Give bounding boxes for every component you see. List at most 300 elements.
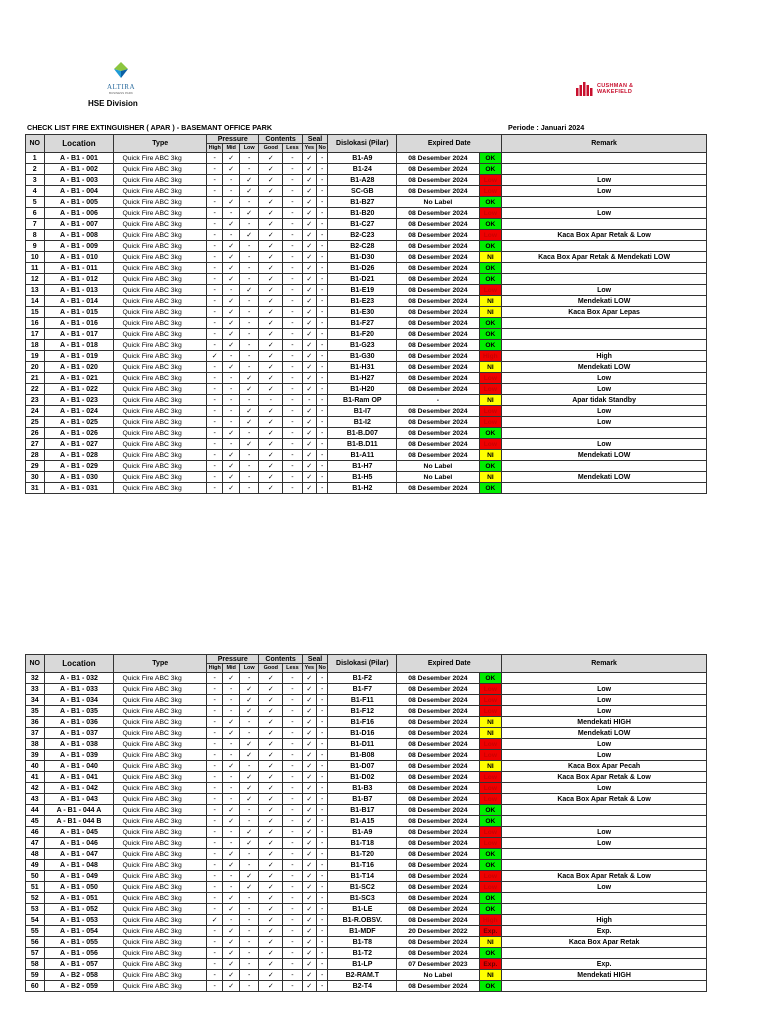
row-no: 22 bbox=[26, 384, 45, 395]
row-remark bbox=[502, 329, 707, 340]
col-pressure-high: High bbox=[207, 664, 223, 673]
contents-good: ✓ bbox=[259, 241, 283, 252]
seal-yes: ✓ bbox=[302, 849, 316, 860]
contents-less: - bbox=[283, 263, 303, 274]
seal-yes: ✓ bbox=[302, 915, 316, 926]
table-body bbox=[26, 153, 707, 494]
row-no: 15 bbox=[26, 307, 45, 318]
row-location: A - B1 - 020 bbox=[44, 362, 114, 373]
contents-less: - bbox=[283, 406, 303, 417]
pressure-low: - bbox=[239, 915, 259, 926]
row-no: 34 bbox=[26, 695, 45, 706]
table-row bbox=[26, 882, 707, 893]
seal-no: - bbox=[317, 285, 328, 296]
row-location: A - B1 - 031 bbox=[44, 483, 114, 494]
table-row bbox=[26, 483, 707, 494]
row-remark bbox=[502, 981, 707, 992]
row-remark: Kaca Box Apar Retak bbox=[502, 937, 707, 948]
row-expired-date: 08 Desember 2024 bbox=[397, 296, 479, 307]
row-remark: Low bbox=[502, 384, 707, 395]
contents-less: - bbox=[283, 772, 303, 783]
seal-no: - bbox=[317, 750, 328, 761]
pressure-low: - bbox=[239, 472, 259, 483]
table-row bbox=[26, 230, 707, 241]
table-row bbox=[26, 472, 707, 483]
row-type: Quick Fire ABC 3kg bbox=[114, 981, 207, 992]
pressure-mid: - bbox=[223, 750, 239, 761]
pressure-high: - bbox=[207, 981, 223, 992]
col-pressure: Pressure bbox=[207, 135, 259, 144]
contents-less: - bbox=[283, 384, 303, 395]
seal-no: - bbox=[317, 164, 328, 175]
pressure-low: ✓ bbox=[239, 230, 259, 241]
row-dislokasi: B1-F12 bbox=[328, 706, 397, 717]
pressure-high: - bbox=[207, 904, 223, 915]
pressure-high: - bbox=[207, 274, 223, 285]
pressure-high: - bbox=[207, 838, 223, 849]
seal-yes: ✓ bbox=[302, 329, 316, 340]
row-type: Quick Fire ABC 3kg bbox=[114, 827, 207, 838]
pressure-mid: ✓ bbox=[223, 450, 239, 461]
col-location: Location bbox=[44, 135, 114, 153]
pressure-high: - bbox=[207, 395, 223, 406]
col-contents: Contents bbox=[259, 655, 302, 664]
seal-yes: ✓ bbox=[302, 673, 316, 684]
pressure-low: - bbox=[239, 461, 259, 472]
row-expired-date: 08 Desember 2024 bbox=[397, 285, 479, 296]
seal-yes: ✓ bbox=[302, 384, 316, 395]
contents-less: - bbox=[283, 860, 303, 871]
contents-less: - bbox=[283, 827, 303, 838]
table-row bbox=[26, 417, 707, 428]
row-no: 11 bbox=[26, 263, 45, 274]
contents-less: - bbox=[283, 959, 303, 970]
seal-yes: ✓ bbox=[302, 871, 316, 882]
seal-yes: ✓ bbox=[302, 926, 316, 937]
row-location: A - B1 - 022 bbox=[44, 384, 114, 395]
pressure-low: ✓ bbox=[239, 871, 259, 882]
row-dislokasi: B1-A9 bbox=[328, 827, 397, 838]
seal-yes: ✓ bbox=[302, 981, 316, 992]
table-row bbox=[26, 772, 707, 783]
pressure-low: - bbox=[239, 395, 259, 406]
row-type: Quick Fire ABC 3kg bbox=[114, 849, 207, 860]
seal-yes: ✓ bbox=[302, 175, 316, 186]
row-type: Quick Fire ABC 3kg bbox=[114, 684, 207, 695]
row-no: 24 bbox=[26, 406, 45, 417]
partner-name-line2: WAKEFIELD bbox=[597, 89, 633, 95]
row-expired-date: 08 Desember 2024 bbox=[397, 406, 479, 417]
contents-less: - bbox=[283, 296, 303, 307]
pressure-high: ✓ bbox=[207, 351, 223, 362]
row-remark: Low bbox=[502, 739, 707, 750]
row-remark: Exp. bbox=[502, 959, 707, 970]
seal-yes: ✓ bbox=[302, 263, 316, 274]
row-remark bbox=[502, 904, 707, 915]
contents-less: - bbox=[283, 695, 303, 706]
row-no: 54 bbox=[26, 915, 45, 926]
row-expired-date: 08 Desember 2024 bbox=[397, 893, 479, 904]
row-no: 46 bbox=[26, 827, 45, 838]
contents-good: ✓ bbox=[259, 274, 283, 285]
contents-less: - bbox=[283, 307, 303, 318]
contents-good: ✓ bbox=[259, 417, 283, 428]
row-no: 27 bbox=[26, 439, 45, 450]
contents-less: - bbox=[283, 208, 303, 219]
seal-no: - bbox=[317, 728, 328, 739]
page-title: CHECK LIST FIRE EXTINGUISHER ( APAR ) - BASEMANT OFFICE PARK bbox=[27, 123, 273, 132]
row-type: Quick Fire ABC 3kg bbox=[114, 739, 207, 750]
row-location: A - B1 - 017 bbox=[44, 329, 114, 340]
row-expired-date: 08 Desember 2024 bbox=[397, 153, 479, 164]
row-type: Quick Fire ABC 3kg bbox=[114, 673, 207, 684]
row-no: 1 bbox=[26, 153, 45, 164]
contents-less: - bbox=[283, 871, 303, 882]
row-no: 31 bbox=[26, 483, 45, 494]
table-row bbox=[26, 274, 707, 285]
row-expired-date: 08 Desember 2024 bbox=[397, 805, 479, 816]
contents-good: ✓ bbox=[259, 406, 283, 417]
seal-yes: ✓ bbox=[302, 970, 316, 981]
table-row bbox=[26, 937, 707, 948]
pressure-mid: - bbox=[223, 838, 239, 849]
pressure-mid: - bbox=[223, 772, 239, 783]
pressure-low: - bbox=[239, 483, 259, 494]
row-expired-date: 08 Desember 2024 bbox=[397, 384, 479, 395]
row-location: A - B1 - 025 bbox=[44, 417, 114, 428]
row-dislokasi: B1-T18 bbox=[328, 838, 397, 849]
pressure-high: - bbox=[207, 816, 223, 827]
building-bars-icon bbox=[576, 82, 594, 96]
row-expired-date: 08 Desember 2024 bbox=[397, 860, 479, 871]
contents-good: ✓ bbox=[259, 439, 283, 450]
seal-no: - bbox=[317, 904, 328, 915]
contents-less: - bbox=[283, 274, 303, 285]
row-type: Quick Fire ABC 3kg bbox=[114, 948, 207, 959]
row-dislokasi: B1-T20 bbox=[328, 849, 397, 860]
pressure-mid: - bbox=[223, 186, 239, 197]
seal-yes: ✓ bbox=[302, 948, 316, 959]
row-dislokasi: B1-H20 bbox=[328, 384, 397, 395]
col-contents: Contents bbox=[259, 135, 302, 144]
row-remark: Low bbox=[502, 783, 707, 794]
seal-yes: ✓ bbox=[302, 428, 316, 439]
row-type: Quick Fire ABC 3kg bbox=[114, 893, 207, 904]
pressure-mid: - bbox=[223, 373, 239, 384]
seal-no: - bbox=[317, 439, 328, 450]
row-no: 6 bbox=[26, 208, 45, 219]
pressure-low: ✓ bbox=[239, 838, 259, 849]
row-remark: High bbox=[502, 351, 707, 362]
pressure-low: ✓ bbox=[239, 882, 259, 893]
row-status: OK bbox=[479, 904, 502, 915]
pressure-mid: ✓ bbox=[223, 893, 239, 904]
table-row bbox=[26, 186, 707, 197]
contents-good: ✓ bbox=[259, 230, 283, 241]
seal-no: - bbox=[317, 871, 328, 882]
row-location: A - B1 - 010 bbox=[44, 252, 114, 263]
pressure-high: - bbox=[207, 926, 223, 937]
contents-good: ✓ bbox=[259, 871, 283, 882]
row-remark: Low bbox=[502, 684, 707, 695]
contents-good: ✓ bbox=[259, 717, 283, 728]
row-expired-date: 08 Desember 2024 bbox=[397, 241, 479, 252]
logo-brand: ALTIRA bbox=[106, 83, 136, 91]
contents-good: ✓ bbox=[259, 948, 283, 959]
contents-good: ✓ bbox=[259, 373, 283, 384]
row-expired-date: 08 Desember 2024 bbox=[397, 948, 479, 959]
seal-yes: ✓ bbox=[302, 373, 316, 384]
contents-less: - bbox=[283, 175, 303, 186]
seal-yes: ✓ bbox=[302, 739, 316, 750]
row-expired-date: 08 Desember 2024 bbox=[397, 695, 479, 706]
seal-no: - bbox=[317, 483, 328, 494]
row-expired-date: 08 Desember 2024 bbox=[397, 849, 479, 860]
row-remark: Kaca Box Apar Retak & Low bbox=[502, 871, 707, 882]
seal-yes: ✓ bbox=[302, 750, 316, 761]
row-status: OK bbox=[479, 274, 502, 285]
row-remark: Low bbox=[502, 406, 707, 417]
row-type: Quick Fire ABC 3kg bbox=[114, 417, 207, 428]
row-status: NI bbox=[479, 970, 502, 981]
pressure-high: - bbox=[207, 483, 223, 494]
pressure-mid: - bbox=[223, 739, 239, 750]
row-dislokasi: B1-B20 bbox=[328, 208, 397, 219]
contents-less: - bbox=[283, 252, 303, 263]
contents-good: ✓ bbox=[259, 673, 283, 684]
pressure-low: - bbox=[239, 948, 259, 959]
row-expired-date: 08 Desember 2024 bbox=[397, 362, 479, 373]
pressure-low: ✓ bbox=[239, 772, 259, 783]
pressure-low: ✓ bbox=[239, 695, 259, 706]
table-row bbox=[26, 739, 707, 750]
table-row bbox=[26, 318, 707, 329]
table-row bbox=[26, 761, 707, 772]
row-status: High bbox=[479, 915, 502, 926]
row-type: Quick Fire ABC 3kg bbox=[114, 186, 207, 197]
pressure-low: - bbox=[239, 761, 259, 772]
contents-less: - bbox=[283, 340, 303, 351]
seal-no: - bbox=[317, 794, 328, 805]
row-expired-date: 08 Desember 2024 bbox=[397, 827, 479, 838]
row-no: 13 bbox=[26, 285, 45, 296]
contents-less: - bbox=[283, 186, 303, 197]
pressure-low: - bbox=[239, 673, 259, 684]
pressure-high: - bbox=[207, 450, 223, 461]
contents-less: - bbox=[283, 794, 303, 805]
seal-yes: ✓ bbox=[302, 717, 316, 728]
pressure-high: - bbox=[207, 849, 223, 860]
contents-good: ✓ bbox=[259, 937, 283, 948]
pressure-high: - bbox=[207, 208, 223, 219]
pressure-mid: ✓ bbox=[223, 673, 239, 684]
seal-no: - bbox=[317, 959, 328, 970]
row-location: A - B1 - 002 bbox=[44, 164, 114, 175]
pressure-mid: ✓ bbox=[223, 329, 239, 340]
row-dislokasi: B1-A11 bbox=[328, 450, 397, 461]
pressure-mid: - bbox=[223, 285, 239, 296]
table-row bbox=[26, 673, 707, 684]
row-type: Quick Fire ABC 3kg bbox=[114, 860, 207, 871]
row-expired-date: No Label bbox=[397, 472, 479, 483]
table-row bbox=[26, 915, 707, 926]
row-dislokasi: B1-T14 bbox=[328, 871, 397, 882]
pressure-low: - bbox=[239, 959, 259, 970]
pressure-high: - bbox=[207, 285, 223, 296]
pressure-low: - bbox=[239, 450, 259, 461]
row-remark: Low bbox=[502, 695, 707, 706]
col-type: Type bbox=[114, 655, 207, 673]
contents-less: - bbox=[283, 395, 303, 406]
row-no: 51 bbox=[26, 882, 45, 893]
seal-yes: ✓ bbox=[302, 296, 316, 307]
contents-good: ✓ bbox=[259, 805, 283, 816]
row-location: A - B1 - 055 bbox=[44, 937, 114, 948]
contents-less: - bbox=[283, 981, 303, 992]
seal-yes: ✓ bbox=[302, 252, 316, 263]
seal-yes: ✓ bbox=[302, 483, 316, 494]
row-expired-date: 08 Desember 2024 bbox=[397, 750, 479, 761]
row-location: A - B1 - 006 bbox=[44, 208, 114, 219]
row-type: Quick Fire ABC 3kg bbox=[114, 373, 207, 384]
seal-no: - bbox=[317, 197, 328, 208]
row-location: A - B1 - 048 bbox=[44, 860, 114, 871]
row-location: A - B1 - 052 bbox=[44, 904, 114, 915]
row-status: OK bbox=[479, 981, 502, 992]
contents-less: - bbox=[283, 728, 303, 739]
row-dislokasi: B1-A15 bbox=[328, 816, 397, 827]
row-no: 29 bbox=[26, 461, 45, 472]
pressure-low: - bbox=[239, 197, 259, 208]
row-expired-date: 08 Desember 2024 bbox=[397, 450, 479, 461]
seal-yes: ✓ bbox=[302, 153, 316, 164]
row-status: Low bbox=[479, 373, 502, 384]
pressure-low: - bbox=[239, 428, 259, 439]
col-contents-good: Good bbox=[259, 144, 283, 153]
row-location: A - B1 - 011 bbox=[44, 263, 114, 274]
row-dislokasi: B2-RAM.T bbox=[328, 970, 397, 981]
pressure-high: - bbox=[207, 959, 223, 970]
seal-yes: ✓ bbox=[302, 186, 316, 197]
row-dislokasi: B1-I2 bbox=[328, 417, 397, 428]
col-remark: Remark bbox=[502, 655, 707, 673]
row-type: Quick Fire ABC 3kg bbox=[114, 252, 207, 263]
pressure-high: - bbox=[207, 761, 223, 772]
row-dislokasi: B1-F11 bbox=[328, 695, 397, 706]
row-type: Quick Fire ABC 3kg bbox=[114, 717, 207, 728]
col-pressure: Pressure bbox=[207, 655, 259, 664]
contents-good: ✓ bbox=[259, 208, 283, 219]
pressure-mid: ✓ bbox=[223, 926, 239, 937]
row-location: A - B1 - 051 bbox=[44, 893, 114, 904]
seal-no: - bbox=[317, 948, 328, 959]
pressure-mid: - bbox=[223, 882, 239, 893]
col-dislokasi: Dislokasi (Pilar) bbox=[328, 135, 397, 153]
contents-good: ✓ bbox=[259, 197, 283, 208]
pressure-high: - bbox=[207, 252, 223, 263]
contents-good: ✓ bbox=[259, 285, 283, 296]
seal-no: - bbox=[317, 241, 328, 252]
seal-yes: ✓ bbox=[302, 860, 316, 871]
pressure-high: - bbox=[207, 340, 223, 351]
row-expired-date: 08 Desember 2024 bbox=[397, 208, 479, 219]
contents-good: ✓ bbox=[259, 838, 283, 849]
row-dislokasi: B1-B3 bbox=[328, 783, 397, 794]
row-dislokasi: B1-A9 bbox=[328, 153, 397, 164]
row-location: A - B1 - 012 bbox=[44, 274, 114, 285]
seal-yes: ✓ bbox=[302, 695, 316, 706]
pressure-high: - bbox=[207, 871, 223, 882]
seal-no: - bbox=[317, 417, 328, 428]
pressure-high: - bbox=[207, 318, 223, 329]
row-no: 32 bbox=[26, 673, 45, 684]
table-row bbox=[26, 827, 707, 838]
row-dislokasi: B1-D26 bbox=[328, 263, 397, 274]
row-status: NI bbox=[479, 717, 502, 728]
row-dislokasi: B1-F16 bbox=[328, 717, 397, 728]
row-no: 47 bbox=[26, 838, 45, 849]
row-status: Low bbox=[479, 417, 502, 428]
contents-good: ✓ bbox=[259, 794, 283, 805]
row-location: A - B1 - 003 bbox=[44, 175, 114, 186]
row-location: A - B1 - 043 bbox=[44, 794, 114, 805]
table-row bbox=[26, 362, 707, 373]
row-remark: Exp. bbox=[502, 926, 707, 937]
row-status: Low bbox=[479, 783, 502, 794]
contents-less: - bbox=[283, 706, 303, 717]
row-location: A - B1 - 053 bbox=[44, 915, 114, 926]
seal-no: - bbox=[317, 816, 328, 827]
row-dislokasi: B1-D07 bbox=[328, 761, 397, 772]
row-type: Quick Fire ABC 3kg bbox=[114, 483, 207, 494]
pressure-low: ✓ bbox=[239, 783, 259, 794]
row-remark: Mendekati HIGH bbox=[502, 970, 707, 981]
contents-less: - bbox=[283, 483, 303, 494]
row-remark: Mendekati LOW bbox=[502, 296, 707, 307]
pressure-mid: ✓ bbox=[223, 164, 239, 175]
row-type: Quick Fire ABC 3kg bbox=[114, 926, 207, 937]
contents-good: ✓ bbox=[259, 318, 283, 329]
row-remark bbox=[502, 164, 707, 175]
row-dislokasi: B2-C23 bbox=[328, 230, 397, 241]
seal-no: - bbox=[317, 406, 328, 417]
row-type: Quick Fire ABC 3kg bbox=[114, 805, 207, 816]
row-remark: Low bbox=[502, 417, 707, 428]
contents-less: - bbox=[283, 450, 303, 461]
col-contents-less: Less bbox=[283, 664, 303, 673]
row-status: OK bbox=[479, 816, 502, 827]
pressure-low: ✓ bbox=[239, 827, 259, 838]
contents-good: ✓ bbox=[259, 461, 283, 472]
seal-yes: ✓ bbox=[302, 241, 316, 252]
row-location: A - B1 - 019 bbox=[44, 351, 114, 362]
seal-yes: ✓ bbox=[302, 728, 316, 739]
pressure-high: - bbox=[207, 472, 223, 483]
row-remark: Low bbox=[502, 285, 707, 296]
col-seal-yes: Yes bbox=[302, 664, 316, 673]
row-location: A - B1 - 046 bbox=[44, 838, 114, 849]
row-no: 4 bbox=[26, 186, 45, 197]
seal-no: - bbox=[317, 307, 328, 318]
col-dislokasi: Dislokasi (Pilar) bbox=[328, 655, 397, 673]
row-type: Quick Fire ABC 3kg bbox=[114, 959, 207, 970]
contents-less: - bbox=[283, 673, 303, 684]
row-no: 25 bbox=[26, 417, 45, 428]
row-type: Quick Fire ABC 3kg bbox=[114, 428, 207, 439]
checklist-table-1 bbox=[25, 134, 707, 494]
row-type: Quick Fire ABC 3kg bbox=[114, 362, 207, 373]
row-remark bbox=[502, 153, 707, 164]
